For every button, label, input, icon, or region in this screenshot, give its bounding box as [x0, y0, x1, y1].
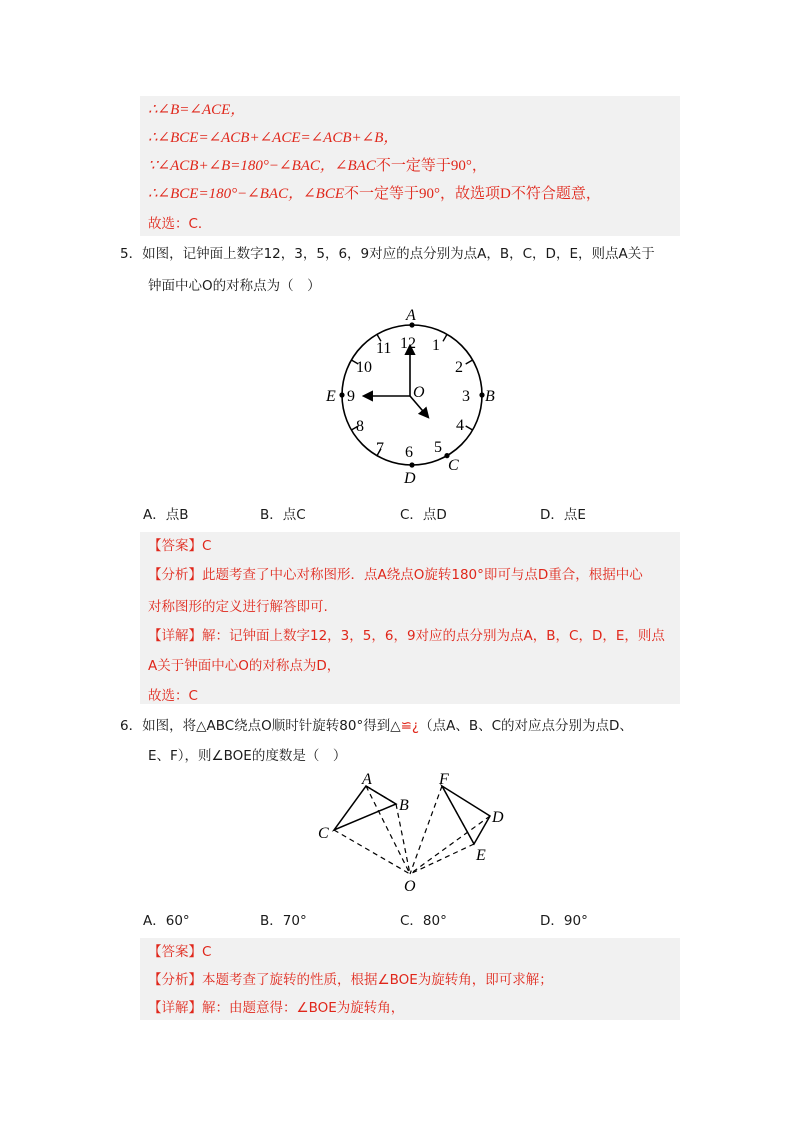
point-D-dot: [409, 462, 414, 467]
q6-option-c[interactable]: C．80°: [400, 913, 447, 929]
label-D6: D: [492, 809, 504, 826]
label-O6: O: [404, 878, 416, 895]
clock-num-12: 12: [400, 335, 416, 352]
clock-num-11: 11: [376, 340, 392, 357]
solution-line-3-text: 不一定等于90°，: [375, 158, 487, 174]
q6-option-a[interactable]: A．60°: [143, 913, 190, 929]
solution-line-4-text: 不一定等于90°，故选项D不符合题意，: [343, 186, 601, 202]
q5-number: 5．: [120, 246, 143, 262]
solution-line-3: [148, 156, 487, 176]
label-A: A: [406, 307, 416, 324]
label-E: E: [326, 388, 336, 405]
clock-ticks: [351, 334, 472, 455]
solution-conclusion: 故选：C．: [148, 216, 212, 232]
point-B-dot: [479, 392, 484, 397]
q6-stem-line-1: [120, 716, 633, 736]
q5-answer: 【答案】C: [148, 538, 212, 554]
q5-stem-line-1: [120, 244, 655, 264]
q6-option-b[interactable]: B．70°: [260, 913, 307, 929]
clock-num-4: 4: [456, 417, 464, 434]
clock-figure: [320, 300, 520, 490]
q6-text-1: 如图，将△ABC绕点O顺时针旋转80°得到△: [142, 718, 401, 734]
q5-analysis-2: 对称图形的定义进行解答即可.: [148, 599, 328, 615]
label-B: B: [485, 388, 495, 405]
solution-line-4: [148, 184, 601, 204]
q5-stem-line-2: 钟面中心O的对称点为（ ）: [148, 278, 321, 294]
label-C: C: [448, 457, 459, 474]
q6-stem-line-2: E、F），则∠BOE的度数是（ ）: [148, 748, 347, 764]
q5-option-a[interactable]: A．点B: [143, 507, 189, 523]
label-A6: A: [362, 771, 372, 788]
q6-answer: 【答案】C: [148, 944, 212, 960]
rotation-figure: [310, 770, 520, 895]
clock-num-1: 1: [432, 337, 440, 354]
q5-option-c[interactable]: C．点D: [400, 507, 447, 523]
q6-text-1-rest: （点A、B、C的对应点分别为点D、: [419, 718, 633, 734]
point-E-dot: [339, 392, 344, 397]
solution-line-2: ∴∠BCE=∠ACB+∠ACE=∠ACB+∠B，: [148, 130, 399, 146]
clock-num-5: 5: [434, 439, 442, 456]
solution-line-1: ∴∠B=∠ACE，: [148, 102, 246, 118]
clock-num-3: 3: [462, 388, 470, 405]
clock-num-7: 7: [376, 440, 384, 457]
label-D: D: [404, 470, 416, 487]
q5-option-d[interactable]: D．点E: [540, 507, 586, 523]
q5-option-b[interactable]: B．点C: [260, 507, 306, 523]
q6-text-1-symbol: ≌¿: [400, 718, 420, 734]
q5-answer-box: [140, 532, 680, 704]
clock-num-6: 6: [405, 444, 413, 461]
q5-text-1: 如图，记钟面上数字12，3，5，6，9对应的点分别为点A，B，C，D，E，则点A关于: [142, 246, 655, 262]
clock-num-2: 2: [455, 359, 463, 376]
q5-conclusion: 故选：C: [148, 688, 198, 704]
q5-detail-2: A关于钟面中心O的对称点为D，: [148, 658, 341, 674]
q6-detail: 【详解】解：由题意得：∠BOE为旋转角，: [148, 1000, 405, 1016]
solution-line-4-math: ∴∠BCE=180°−∠BAC，∠BCE: [148, 186, 344, 202]
triangle-ABC: [334, 786, 396, 830]
q5-analysis-1: 【分析】此题考查了中心对称图形．点A绕点O旋转180°即可与点D重合，根据中心: [148, 567, 643, 583]
q5-detail-1: 【详解】解：记钟面上数字12，3，5，6，9对应的点分别为点A，B，C，D，E，则点: [148, 628, 665, 644]
label-O: O: [413, 384, 425, 401]
clock-num-9: 9: [347, 388, 355, 405]
q6-option-d[interactable]: D．90°: [540, 913, 588, 929]
clock-num-8: 8: [356, 418, 364, 435]
label-E6: E: [476, 847, 486, 864]
label-C6: C: [318, 825, 329, 842]
solution-line-3-math: ∵∠ACB+∠B=180°−∠BAC，∠BAC: [148, 158, 376, 174]
q6-number: 6．: [120, 718, 143, 734]
clock-num-10: 10: [356, 359, 372, 376]
label-F6: F: [439, 771, 449, 788]
q6-analysis: 【分析】本题考查了旋转的性质，根据∠BOE为旋转角，即可求解；: [148, 972, 553, 988]
triangle-DEF: [442, 786, 490, 844]
label-B6: B: [399, 797, 409, 814]
